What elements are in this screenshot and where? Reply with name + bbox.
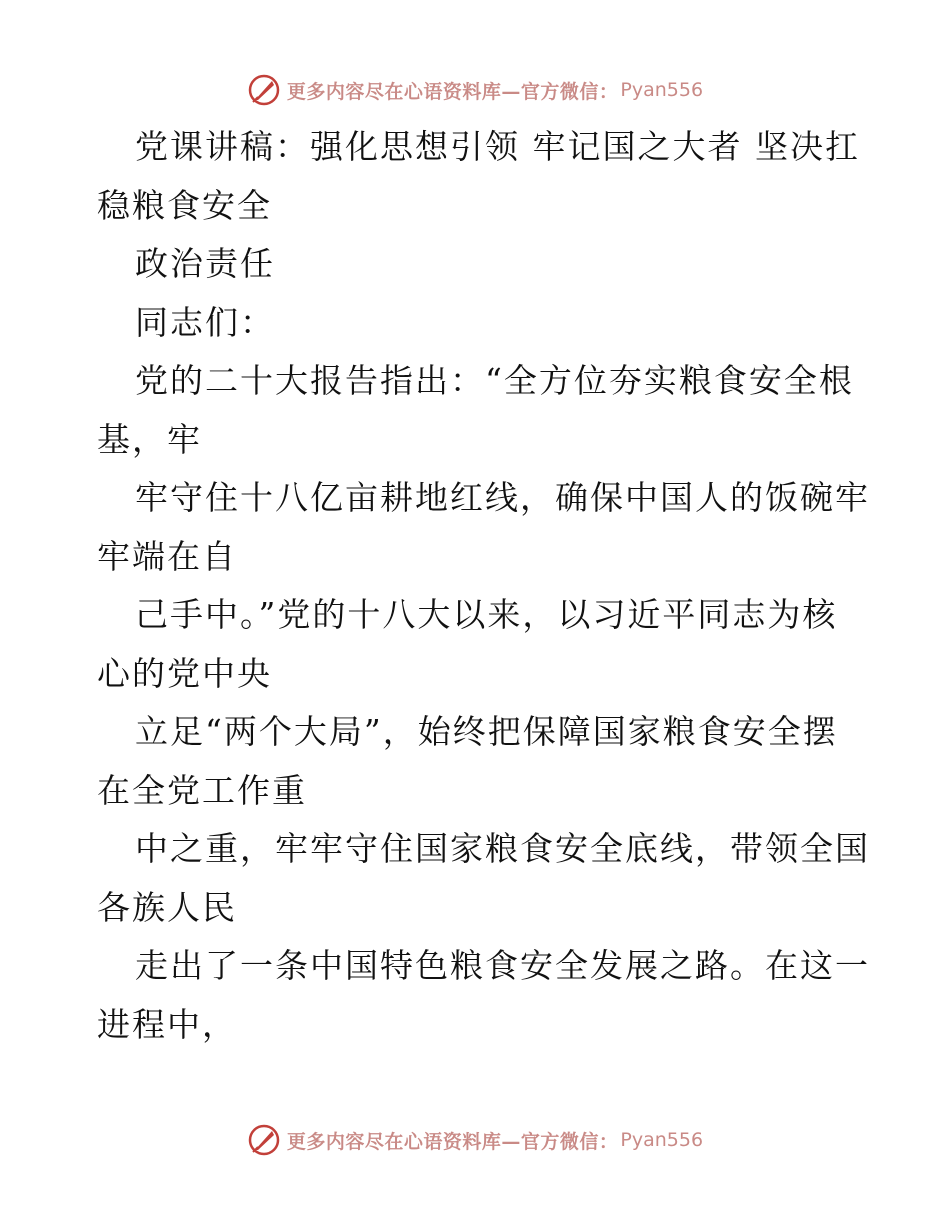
watermark-text: 更多内容尽在心语资料库—官方微信：: [286, 80, 619, 103]
watermark-text: 更多内容尽在心语资料库—官方微信：: [286, 1130, 619, 1153]
text-line: 牢守住十八亿亩耕地红线，确保中国人的饭碗牢: [135, 478, 870, 517]
header-watermark: [0, 70, 950, 110]
wechat-id: Pyan556: [620, 1129, 704, 1151]
text-line: 稳粮食安全: [97, 185, 272, 225]
wechat-id: Pyan556: [620, 79, 704, 101]
text-line: 中之重，牢牢守住国家粮食安全底线，带领全国: [135, 829, 870, 868]
text-line: 各族人民: [97, 887, 237, 927]
text-line: 心的党中央: [97, 653, 272, 693]
text-line: 己手中。”党的十八大以来，以习近平同志为核: [135, 595, 838, 634]
text-line: 牢端在自: [97, 536, 237, 576]
text-line: 政治责任: [135, 244, 275, 283]
text-line: 党课讲稿：强化思想引领 牢记国之大者 坚决扛: [135, 127, 860, 166]
quill-logo-icon: [247, 73, 281, 107]
quill-logo-icon: [247, 1123, 281, 1157]
text-line: 走出了一条中国特色粮食安全发展之路。在这一: [135, 946, 870, 985]
document-body: [97, 118, 870, 1054]
text-line: 党的二十大报告指出：“全方位夯实粮食安全根: [135, 361, 854, 400]
text-line: 同志们：: [135, 302, 275, 342]
text-line: 基，牢: [97, 419, 202, 459]
text-line: 立足“两个大局”，始终把保障国家粮食安全摆: [135, 712, 838, 751]
text-line: 在全党工作重: [97, 770, 307, 810]
footer-watermark: [0, 1120, 950, 1160]
text-line: 进程中，: [97, 1004, 237, 1044]
